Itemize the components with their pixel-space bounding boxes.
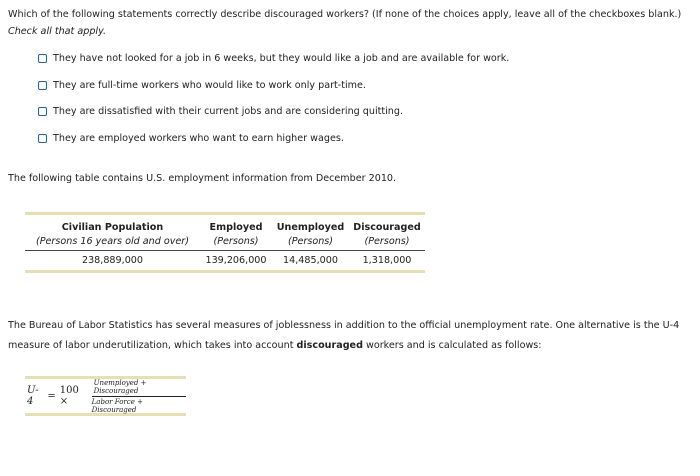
formula-denominator: Labor Force + Discouraged bbox=[91, 397, 143, 414]
header-civilian-population: Civilian Population bbox=[61, 222, 164, 233]
u4-description bbox=[8, 316, 693, 356]
table-subheader-row bbox=[25, 233, 425, 250]
u4-formula bbox=[25, 376, 186, 416]
header-unemployed: Unemployed bbox=[276, 222, 345, 233]
option-4[interactable] bbox=[38, 131, 344, 145]
option-3[interactable] bbox=[38, 104, 403, 118]
option-2-label: They are full-time workers who would like to work only part-time. bbox=[53, 79, 366, 91]
header-employed: Employed bbox=[209, 222, 263, 233]
cell-discouraged: 1,318,000 bbox=[362, 255, 412, 266]
formula-fraction bbox=[92, 379, 186, 414]
option-2[interactable] bbox=[38, 78, 366, 92]
option-3-checkbox[interactable] bbox=[38, 107, 47, 116]
subheader-discouraged: (Persons) bbox=[364, 236, 410, 247]
formula-lhs: U-4 bbox=[27, 385, 39, 407]
table-bottom-rule bbox=[25, 270, 425, 273]
table-header-row bbox=[25, 215, 425, 233]
option-1[interactable] bbox=[38, 51, 509, 65]
option-1-label: They have not looked for a job in 6 weeks, but they would like a job and are available for work. bbox=[53, 52, 510, 64]
option-4-checkbox[interactable] bbox=[38, 134, 47, 143]
subheader-unemployed: (Persons) bbox=[287, 236, 334, 247]
cell-unemployed: 14,485,000 bbox=[283, 255, 338, 266]
formula-numerator: Unemployed + Discouraged bbox=[92, 379, 186, 397]
subheader-employed: (Persons) bbox=[213, 236, 259, 247]
option-4-label: They are employed workers who want to earn higher wages. bbox=[53, 132, 344, 144]
question-text bbox=[8, 6, 693, 40]
cell-employed: 139,206,000 bbox=[205, 255, 267, 266]
question-instruction: Check all that apply. bbox=[8, 26, 107, 37]
table-intro: The following table contains U.S. employment information from December 2010. bbox=[8, 173, 397, 184]
table-row bbox=[25, 251, 425, 270]
subheader-civilian-population: (Persons 16 years old and over) bbox=[36, 236, 189, 247]
header-discouraged: Discouraged bbox=[353, 222, 421, 233]
option-1-checkbox[interactable] bbox=[38, 54, 47, 63]
option-2-checkbox[interactable] bbox=[38, 81, 47, 90]
option-3-label: They are dissatisfied with their current jobs and are considering quitting. bbox=[53, 105, 404, 117]
cell-civilian-population: 238,889,000 bbox=[81, 255, 144, 266]
u4-description-emphasis: discouraged bbox=[296, 340, 363, 351]
u4-description-start: The Bureau of Labor Statistics has several measures of joblessness in addition to the official unemployment rate. One alternative is the U-4 measure of labor underutilization, which takes into account bbox=[8, 320, 680, 351]
employment-table bbox=[25, 212, 425, 273]
formula-equals: = bbox=[47, 390, 56, 402]
formula-factor: 100 × bbox=[59, 385, 79, 407]
question-prompt: Which of the following statements correctly describe discouraged workers? (If none of the choices apply, leave all of the checkboxes blank.) bbox=[8, 9, 682, 20]
u4-description-end: workers and is calculated as follows: bbox=[362, 340, 542, 351]
